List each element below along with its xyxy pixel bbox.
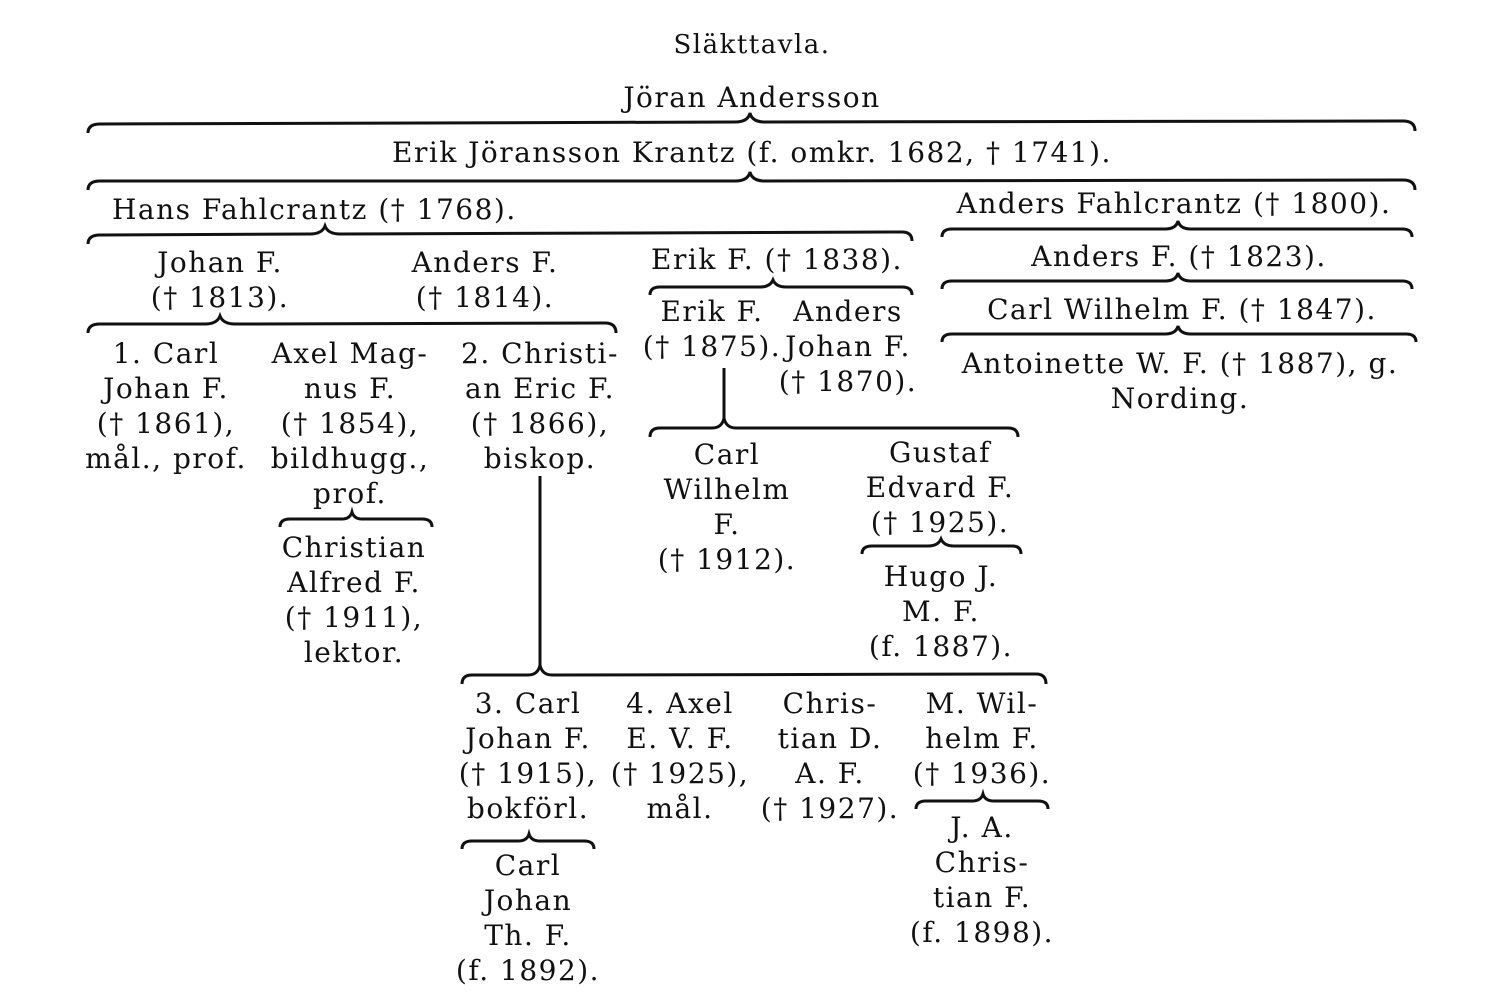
person-erik-1838: Erik F. († 1838). xyxy=(651,243,903,276)
brace-carl-wilhelm-1847 xyxy=(942,326,1416,342)
person-axel-ev: 4. Axel E. V. F. († 1925), mål. xyxy=(610,687,750,825)
brace-erik-1838 xyxy=(650,280,912,295)
person-carl-johan-1915: 3. Carl Johan F. († 1915), bokförl. xyxy=(458,687,598,825)
person-anders-johan-1870: Anders Johan F. († 1870). xyxy=(778,295,918,398)
person-hans-fahlcrantz: Hans Fahlcrantz († 1768). xyxy=(112,193,517,226)
person-anders-fahlcrantz-1800: Anders Fahlcrantz († 1800). xyxy=(956,187,1392,220)
person-axel-magnus: Axel Mag- nus F. († 1854), bildhugg., prof. xyxy=(270,337,430,510)
person-christian-eric: 2. Christi- an Eric F. († 1866), biskop. xyxy=(461,337,619,475)
person-carl-wilhelm-1847: Carl Wilhelm F. († 1847). xyxy=(987,293,1377,326)
brace-christian-eric xyxy=(462,665,1046,684)
brace-joran xyxy=(88,113,1415,133)
person-johan-1813: Johan F. († 1813). xyxy=(150,246,290,314)
person-ja-christian: J. A. Chris- tian F. (f. 1898). xyxy=(909,811,1055,949)
person-antoinette: Antoinette W. F. († 1887), g. Nording. xyxy=(961,347,1399,415)
brace-gustaf xyxy=(862,539,1021,554)
person-anders-1814: Anders F. († 1814). xyxy=(411,246,559,314)
person-christian-da: Chris- tian D. A. F. († 1927). xyxy=(760,687,900,825)
brace-anders-1800 xyxy=(942,221,1412,237)
person-erik-joransson-krantz: Erik Jöransson Krantz (f. omkr. 1682, † 1741). xyxy=(392,136,1112,169)
person-erik-1875: Erik F. († 1875). xyxy=(642,295,782,363)
person-hugo: Hugo J. M. F. (f. 1887). xyxy=(868,560,1014,663)
person-christian-alfred: Christian Alfred F. († 1911), lektor. xyxy=(281,531,427,669)
brace-axel-magnus xyxy=(280,512,432,527)
brace-anders-1823 xyxy=(942,273,1412,289)
person-anders-1823: Anders F. († 1823). xyxy=(1031,240,1327,273)
person-carl-wilhelm-1912: Carl Wilhelm F. († 1912). xyxy=(657,438,797,576)
brace-johan-anders xyxy=(88,316,616,333)
person-carl-johan-1861: 1. Carl Johan F. († 1861), mål., prof. xyxy=(85,337,247,475)
person-gustaf-edvard: Gustaf Edvard F. († 1925). xyxy=(865,436,1015,539)
page-title: Släkttavla. xyxy=(673,30,831,60)
person-m-wilhelm: M. Wil- helm F. († 1936). xyxy=(912,687,1052,790)
person-carl-johan-th: Carl Johan Th. F. (f. 1892). xyxy=(455,849,601,987)
person-joran-andersson: Jöran Andersson xyxy=(623,81,881,114)
brace-carl-johan-1915 xyxy=(462,834,594,849)
brace-m-wilhelm xyxy=(916,794,1048,809)
